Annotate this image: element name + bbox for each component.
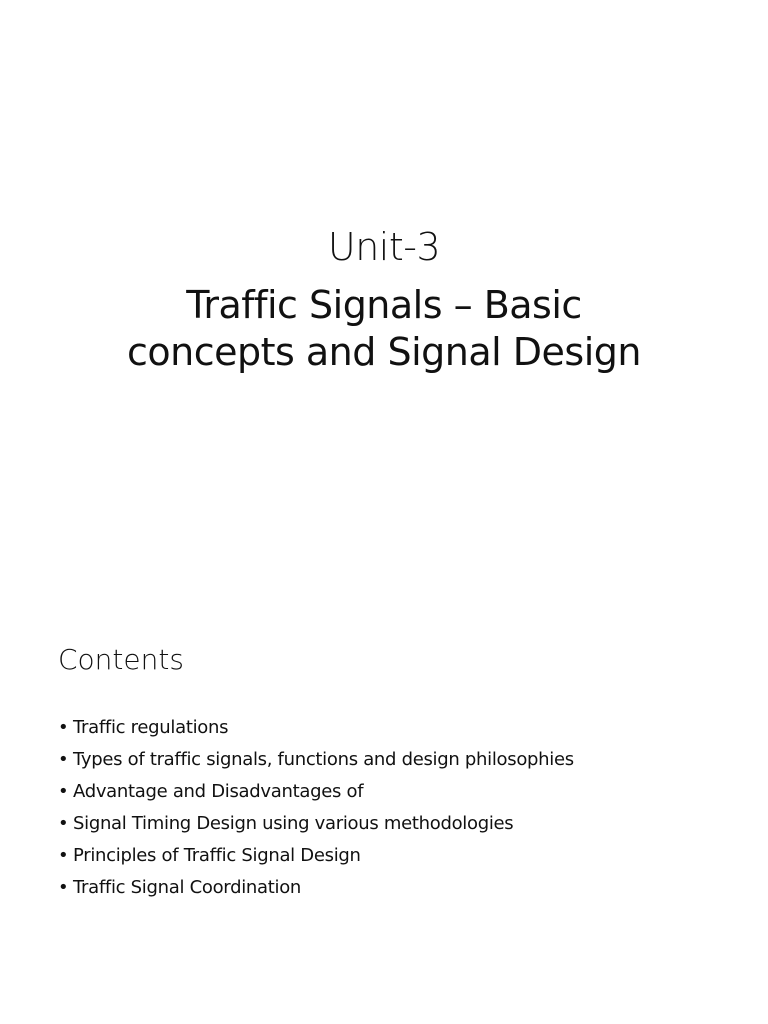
bullet-icon: • (58, 749, 69, 770)
list-item (58, 808, 738, 840)
bullet-icon: • (58, 781, 69, 802)
bullet-icon: • (58, 717, 69, 738)
list-item-text: Traffic regulations (73, 717, 229, 738)
list-item-text: Types of traffic signals, functions and design philosophies (73, 749, 574, 770)
unit-label: Unit-3 (327, 225, 441, 269)
slide-title-line: concepts and Signal Design (127, 330, 641, 374)
bullet-icon: • (58, 877, 69, 898)
list-item-text: Signal Timing Design using various methodologies (73, 813, 514, 834)
list-item (58, 776, 738, 808)
list-item (58, 840, 738, 872)
list-item-text: Advantage and Disadvantages of (73, 781, 364, 802)
list-item-text: Principles of Traffic Signal Design (73, 845, 361, 866)
list-item-text: Traffic Signal Coordination (73, 877, 302, 898)
list-item (58, 744, 738, 776)
bullet-icon: • (58, 845, 69, 866)
bullet-icon: • (58, 813, 69, 834)
slide-title-line: Traffic Signals – Basic (186, 283, 582, 327)
list-item (58, 712, 738, 744)
contents-list (58, 712, 738, 904)
slide-title (20, 282, 748, 376)
contents-slide (0, 576, 768, 1024)
list-item (58, 872, 738, 904)
contents-heading: Contents (58, 643, 184, 676)
